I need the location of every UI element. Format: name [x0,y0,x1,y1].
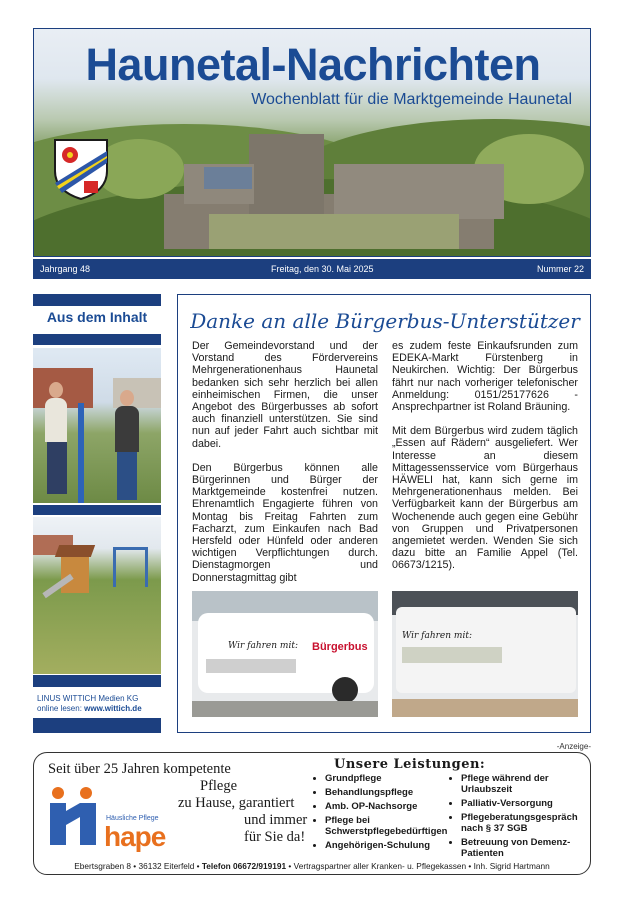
article-paragraph: Mit dem Bürgerbus wird zudem täglich „Essen auf Rädern“ ausgeliefert. Wer Interesse an diesem Mittagessensservice vom Bürgerhaus HÄWELI hat, kann sich gerne im Mehrgenerationenhaus melden. Bei Verfügbarkeit kann der Bürgerbus am Wochenende auch gegen eine Gebühr von Gruppen und Privatpersonen angemietet werden. Wenden Sie sich dazu bitte an Familie Appel (Tel. 06673/1215). [392,425,578,572]
ad-label: -Anzeige- [556,742,591,751]
masthead-banner [33,28,591,257]
bus-brand: Bürgerbus [312,641,368,653]
services-list-right [452,773,582,862]
ad-slogan-line: und immer [244,812,308,828]
services-list-left [316,773,446,854]
article-headline: Danke an alle Bürgerbus-Unterstützer [190,309,580,333]
logo-subtitle: Häusliche Pflege [106,815,159,822]
service-item: • Grundpflege [325,773,446,784]
sidebar-divider [33,505,161,515]
bus-slogan: Wir fahren mit: [402,631,472,641]
issue-date: Freitag, den 30. Mai 2025 [271,264,374,274]
article-paragraph: Den Bürgerbus können alle Bürgerinnen und Bürger der Marktgemeinde kostenfrei nutzen. Ehrenamtlich Engagierte führen von Montag bis Freitag Fahrten zum Facharzt, zum Einkaufen nach Bad Hersfeld oder Hünfeld oder anderen wichtigen Verpflichtungen durch. Dienstagmorgen und Donnerstagmittag gibt [192,461,378,584]
playground-photo [33,517,161,674]
service-item: • Palliativ-Versorgung [461,798,582,809]
service-item: • Amb. OP-Nachsorge [325,801,446,812]
ad-footer [34,861,590,871]
ad-phone: Telefon 06672/919191 [201,861,287,871]
sidebar-bottom-bar [33,718,161,733]
issue-info-bar [33,259,591,279]
advertisement-box [33,752,591,875]
sidebar-divider [33,334,161,345]
publisher-name: LINUS WITTICH Medien KG [37,694,139,703]
article-column-right [392,340,578,584]
sidebar-divider [33,675,161,687]
article-paragraph: Der Gemeindevorstand und der Vorstand des Fördervereins Mehrgenerationenhaus Haunetal bedanken sich sehr herzlich bei allen einheimischen Firmen, die unser Angebot des Bürgerbusses ab sofort auch finanziell unterstützen. Sie sind nun auf jeder Fahrt auch sichtbar mit dabei. [192,340,378,450]
service-item: • Pflege bei Schwerstpflegebedürftigen [325,815,446,837]
bus-photo-left [192,591,378,717]
sidebar-top-bar [33,294,161,306]
issue-number: Nummer 22 [536,264,584,274]
ad-address: Ebertsgraben 8 • 36132 Eiterfeld • [74,861,202,871]
ad-slogan-line: Pflege [200,778,238,794]
ad-slogan-line: Seit über 25 Jahren kompetente [48,761,231,777]
online-prefix: online lesen: [37,704,85,713]
page-title: Haunetal-Nachrichten [85,39,541,90]
article-column-left [192,340,378,596]
service-item: • Behandlungspflege [325,787,446,798]
volume-label: Jahrgang 48 [40,264,91,274]
publisher-link[interactable]: www.wittich.de [84,704,142,713]
service-item: • Betreuung von Demenz-Patienten [461,837,582,859]
publisher-credit [37,694,167,714]
sidebar-heading: Aus dem Inhalt [46,309,148,325]
service-item: • Pflege während der Urlaubszeit [461,773,582,795]
article-box [177,294,591,733]
service-item: • Pflegeberatungsgespräch nach § 37 SGB [461,812,582,834]
service-item: • Angehörigen-Schulung [325,840,446,851]
article-paragraph: es zudem feste Einkaufsrunden zum EDEKA-Markt Fürstenberg in Neukirchen. Wichtig: Der Bürgerbus fährt nur nach vorheriger telefonischer Anmeldung: 0151/25177626 - Ansprechpartner ist Roland Bräuning. [392,340,578,414]
ad-slogan-line: zu Hause, garantiert [178,795,295,811]
page-subtitle: Wochenblatt für die Marktgemeinde Haunetal [251,91,572,108]
coat-of-arms-icon [52,137,110,201]
services-title: Unsere Leistungen: [334,757,486,772]
ad-footer-info: • Vertragspartner aller Kranken- u. Pflegekassen • Inh. Sigrid Hartmann [286,861,550,871]
bus-photo-right [392,591,578,717]
hape-logo-icon [46,785,106,847]
bus-slogan: Wir fahren mit: [228,641,298,651]
logo-wordmark: hape [104,821,166,852]
two-men-photo [33,348,161,503]
ad-slogan-line: für Sie da! [244,829,306,845]
